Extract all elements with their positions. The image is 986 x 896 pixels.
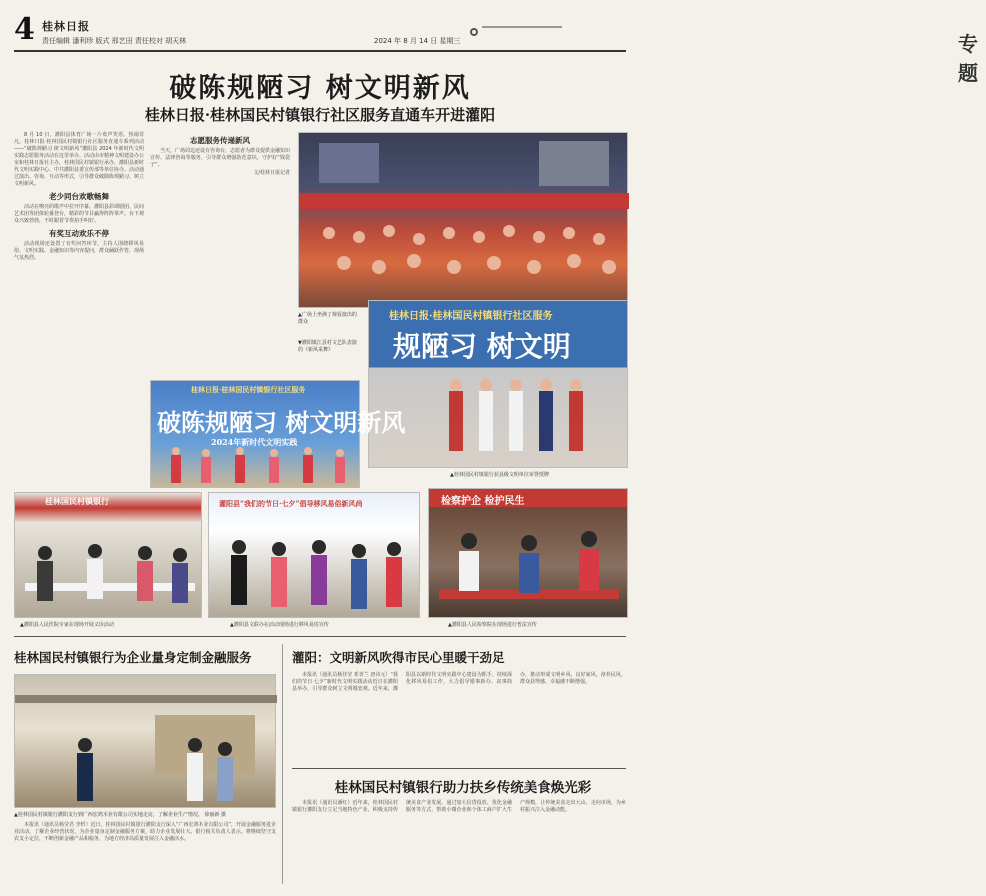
editor-credits: 责任编辑 潘利珍 版式 邢艺田 责任校对 胡天林 — [42, 37, 187, 45]
award-photo — [368, 300, 628, 468]
beam-shape — [15, 695, 277, 703]
legal-banner: 检察护企 检护民生 — [441, 496, 525, 507]
article2-text: 本报讯（通讯员杨莹君 李忻）近日，桂林国民村镇银行灌阳支行深入“广西宏鸿木业有限公司”，开展金融服务进企业活动，了解企业经营状况，为企业量身定制金融服务方案，助力企业发展壮大。银行相关负责人表示，将继续坚守支农支小定位，不断创新金融产品和服务，为地方经济高质量发展注入金融活水。 — [14, 822, 276, 842]
publicity-banner: 灌阳县“我们的节日·七夕”倡导移风易俗新风尚 — [219, 499, 363, 508]
clinic-people-art — [15, 493, 203, 619]
article2-body — [14, 822, 276, 884]
article3-text: 本报讯（通讯员杨佳莹 邓青兰 唐诗元）“我们的节日·七夕”新时代文明实践活动近日在灌阳县举办，引导群众树立文明婚恋观。近年来，灌阳县以新时代文明实践中心建设为抓手，持续深化移风易俗工作，大力倡导婚事新办、丧事简办，推动形成文明乡风、良好家风、淳朴民风，群众获得感、幸福感不断增强。 — [292, 672, 626, 692]
publicity-photo — [208, 492, 420, 618]
stage-photo — [150, 380, 406, 488]
stage-banner-main: 破陈规陋习 树文明新风 — [157, 408, 406, 437]
dancers — [171, 447, 345, 483]
stage-banner-year: 2024年新时代文明实践 — [211, 437, 298, 447]
troupe-caption: ▼灌阳镇江县村文艺队表演的《新风采舞》 — [298, 340, 357, 353]
stage-banner-top: 桂林日报·桂林国民村镇银行社区服务 — [191, 385, 306, 394]
article2-title: 桂林国民村镇银行为企业量身定制金融服务 — [14, 650, 252, 665]
article1-subhead-3: 志愿服务传递新风 — [190, 136, 250, 145]
section-box — [482, 26, 986, 85]
article1-subhead-2: 有奖互动欢乐不停 — [49, 229, 109, 238]
building-shape — [539, 141, 609, 186]
tent-row — [299, 193, 629, 209]
legal-people — [459, 531, 599, 593]
article2-caption-text: ▲桂林国民村镇银行灌阳支行到广西宏鸿木业有限公司实地走访，了解企业生产情况。 — [14, 812, 203, 818]
paper-name: 桂林日报 — [42, 20, 90, 33]
building-shape — [319, 143, 379, 183]
article1-subhead-1: 老少同台欢歌畅舞 — [49, 192, 109, 201]
award-people-art — [369, 301, 629, 469]
factory-art — [15, 675, 277, 809]
clinic-caption: ▲灌阳县人民医院专家在现场开展义诊活动 — [20, 622, 114, 628]
column-divider — [282, 644, 283, 884]
section-divider — [14, 636, 626, 637]
clinic-photo — [14, 492, 202, 618]
article4-body — [292, 800, 626, 884]
article1-lead: 8 月 10 日，灌阳县体育广场一片欢声笑语。热闹非凡。桂林日报·桂林国民村镇银行社区服务直通车系列活动——“破陈规陋习 树文明新风”灌阳县 2024 年新时代文明实践志愿服务活动在这里举办。活动由市精神文明建设办公室和桂林日报社主办，桂林国民村镇银行承办，灌阳县新时代文明实践中心、中共灌阳县委宣传部等单位协办。活动通过演出、咨询、互动等形式，引导群众破除陈规陋习、树立文明新风。 — [14, 132, 145, 187]
article1-para-2: 活动在嘹亮的歌声中拉开序幕。灌阳县彩调剧团、民间艺术团等团体轮番登台，精彩的节目赢得阵阵掌声。台下观众兴致勃勃，不时跟着节奏拍手叫好。 — [14, 204, 145, 224]
section-title: 专题 — [958, 32, 986, 85]
dancers-art — [151, 381, 361, 489]
sub-headline: 桂林日报·桂林国民村镇银行社区服务直通车开进灌阳 — [144, 106, 496, 124]
article3-body — [292, 672, 626, 764]
crowd-photo — [298, 132, 628, 308]
publicity-caption: ▲灌阳县文联办在活动现场进行移风易俗宣传 — [230, 622, 329, 628]
page-header — [14, 12, 986, 85]
crowd-caption: ▲广场上坐满了观看演出的群众 — [298, 312, 357, 325]
crowd-photo-art — [299, 133, 629, 309]
legal-photo — [428, 488, 628, 618]
section-ornament — [470, 28, 478, 36]
article3-divider — [292, 768, 626, 769]
main-headline: 破陈规陋习 树文明新风 — [169, 73, 471, 104]
legal-caption: ▲灌阳县人民检察院在现场进行普法宣传 — [448, 622, 537, 628]
publicity-people — [231, 540, 402, 609]
legal-people-art — [429, 489, 629, 619]
article1-column-2 — [150, 132, 290, 372]
crowd-heads — [323, 225, 616, 274]
article2-caption — [14, 812, 276, 819]
clinic-banner: 桂林国民村镇银行 — [45, 496, 109, 506]
article4-text: 本报讯（通讯员潘红）近年来，桂林国民村镇银行灌阳支行立足当地特色产业，积极支持传统美食产业发展，通过加大信贷投放、优化金融服务等方式，帮助小微企业和个体工商户扩大生产规模，让传统美食走出大山、走向市场，为乡村振兴注入金融动能。 — [292, 800, 626, 813]
clinic-people — [37, 544, 188, 603]
machine-shape — [155, 715, 255, 775]
article1-column-1 — [14, 132, 144, 502]
article1-para-4: 当天，广场周边还设有咨询台，志愿者为群众提供金融知识宣传、法律咨询等服务，引导群众增强防范意识，守护好“钱袋子”。 — [150, 148, 291, 168]
award-caption: ▲桂林国民村镇银行获县级文明单位荣誉授牌 — [450, 472, 549, 478]
award-recipients — [449, 379, 583, 451]
award-banner-main: 规陋习 树文明 — [393, 330, 571, 363]
article1-para-3: 活动现场还设置了有奖问答环节，主持人围绕移风易俗、文明实践、金融知识等内容提问，群众踊跃作答，现场气氛热烈。 — [14, 241, 145, 261]
award-banner-top: 桂林日报·桂林国民村镇银行社区服务 — [389, 311, 553, 322]
factory-photo — [14, 674, 276, 808]
header-rule — [14, 50, 626, 52]
issue-date: 2024 年 8 月 14 日 星期三 — [374, 37, 461, 45]
article3-title: 灌阳：文明新风吹得市民心里暖干劲足 — [292, 650, 505, 665]
page-number: 4 — [14, 12, 35, 47]
publicity-people-art — [209, 493, 421, 619]
article4-title: 桂林国民村镇银行助力扶乡传统美食焕光彩 — [334, 780, 592, 796]
article1-credit: 文/桂林日报记者 — [253, 170, 290, 176]
article2-photo-credit: 徐丽新 摄 — [204, 812, 227, 818]
